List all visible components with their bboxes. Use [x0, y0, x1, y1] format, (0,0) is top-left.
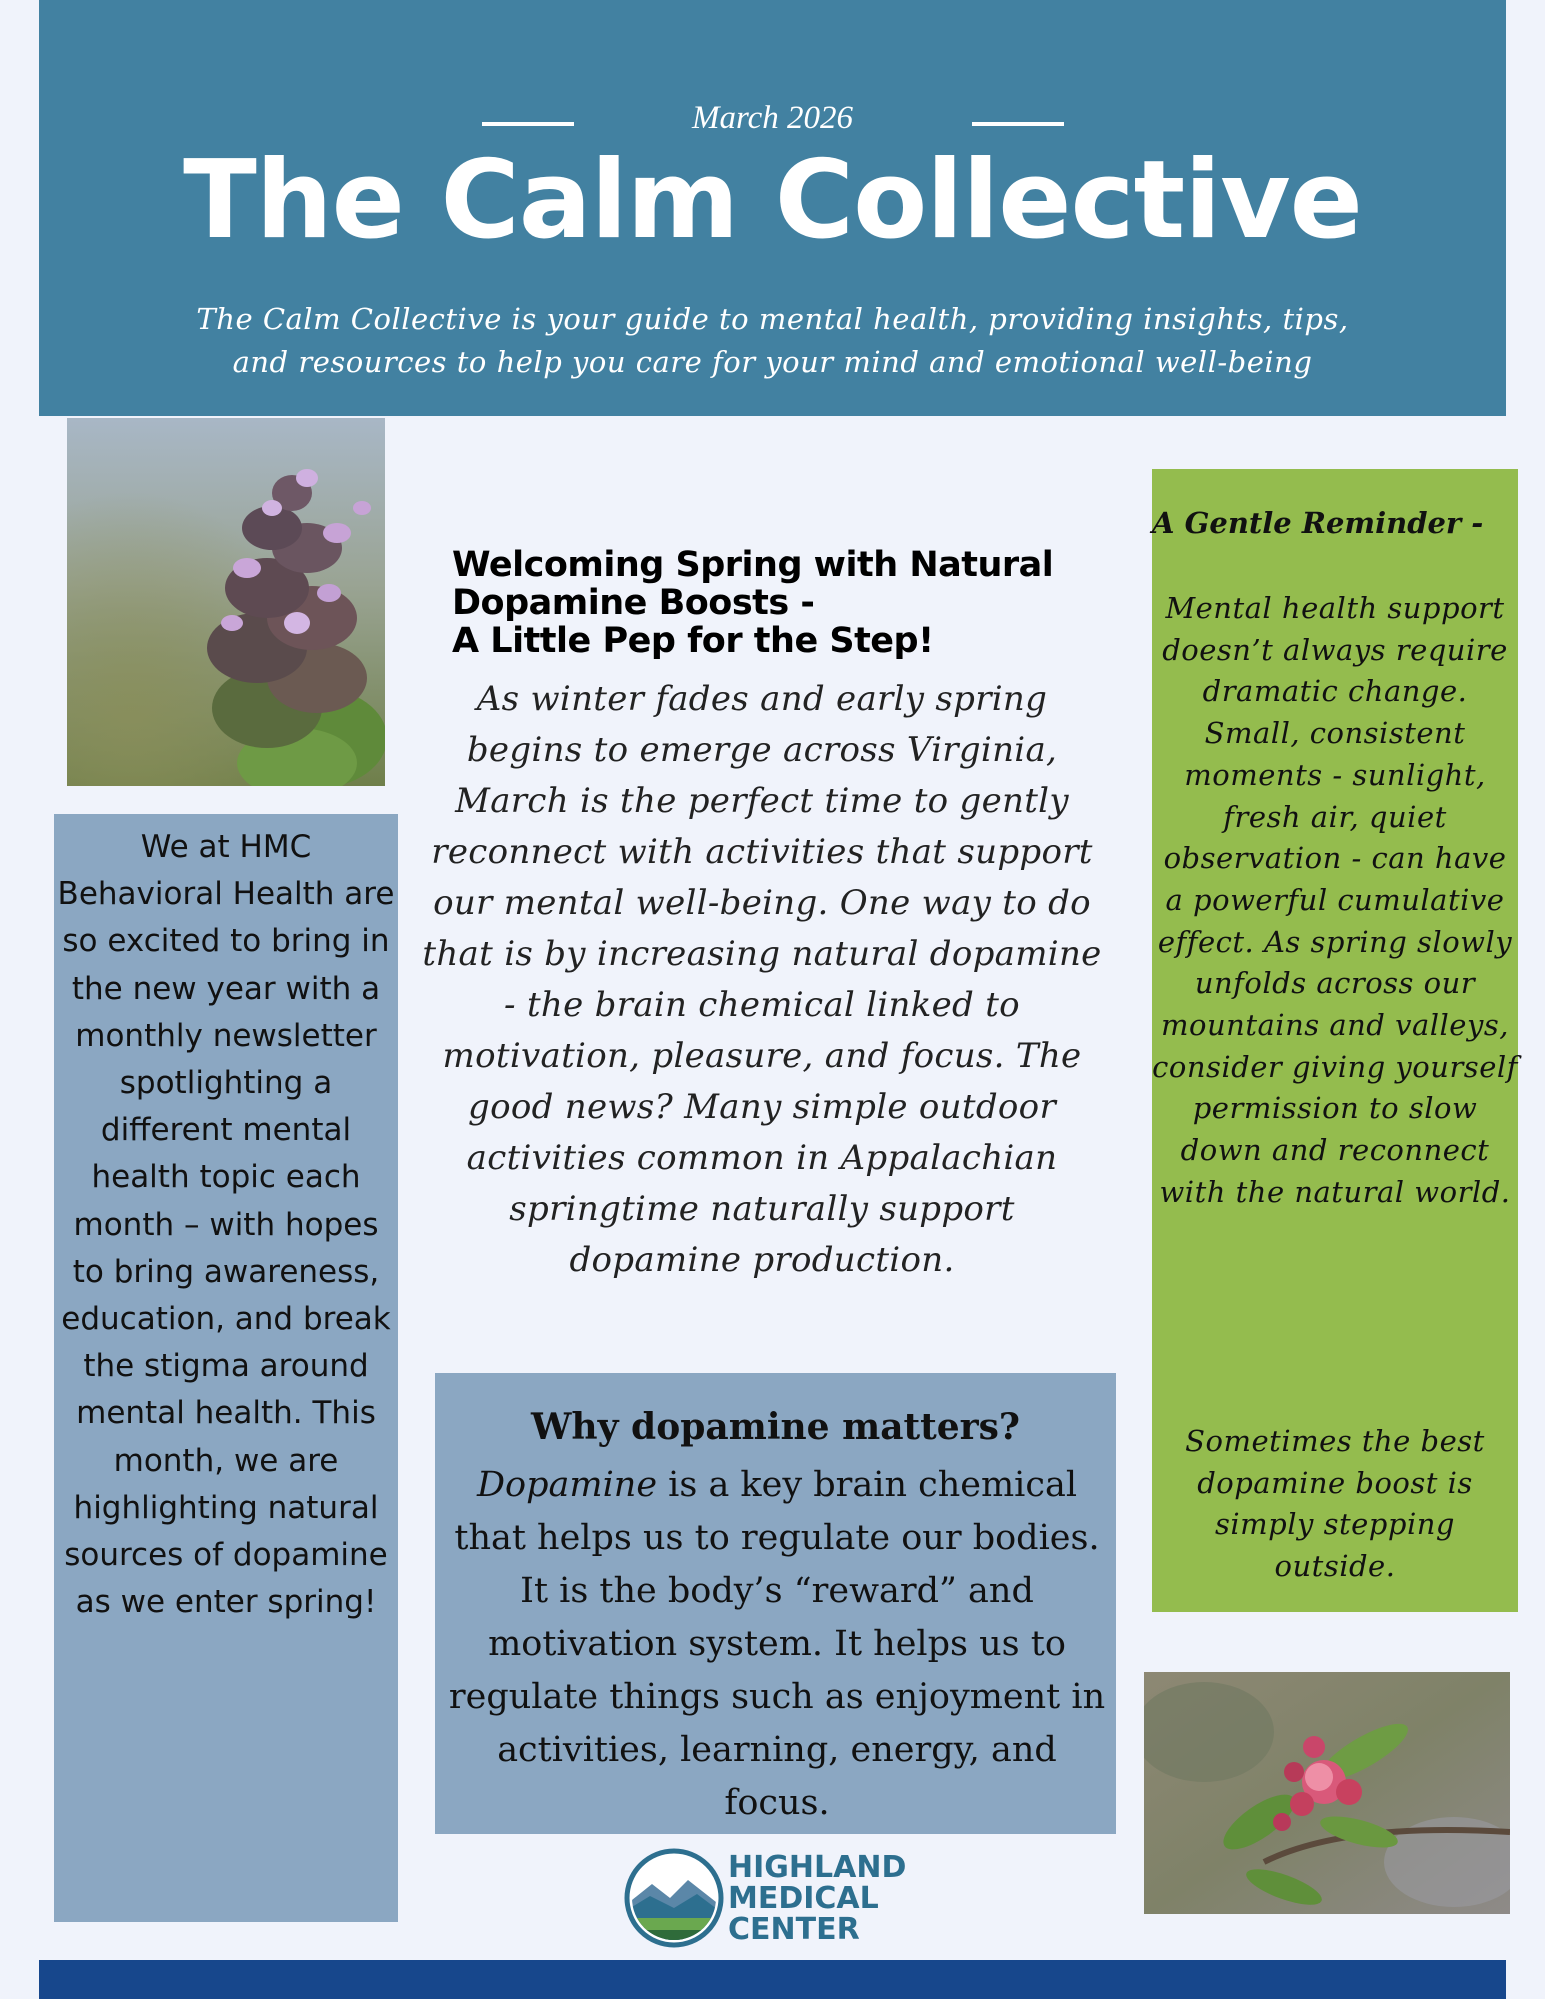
logo-wordmark	[728, 1852, 906, 1945]
why-dopamine-text: is a key brain chemical that helps us to regulate our bodies. It is the body’s “reward” and motivation system. It helps us to regulate things such as enjoyment in activities, learning, energy, and focus.	[448, 1465, 1106, 1823]
dopamine-term: Dopamine	[476, 1465, 658, 1505]
footer-bar	[39, 1960, 1506, 1999]
logo-emblem-icon	[622, 1846, 726, 1950]
article-title-line: A Little Pep for the Step!	[452, 621, 934, 661]
why-dopamine-body	[441, 1459, 1113, 1830]
intro-text: We at HMC Behavioral Health are so excited to bring in the new year with a monthly newsletter spotlighting a different mental health topic each month – with hopes to bring awareness, education, and break the stigma around mental health. This month, we are highlighting natural sources of dopamine as we enter spring!	[57, 829, 395, 1621]
subtitle-line: The Calm Collective is your guide to mental health, providing insights, tips,	[196, 302, 1349, 336]
why-dopamine-heading: Why dopamine matters?	[530, 1406, 1021, 1448]
newsletter-subtitle	[120, 298, 1425, 384]
article-title-line: Dopamine Boosts -	[452, 583, 815, 623]
gentle-reminder-body: Mental health support doesn’t always require dramatic change. Small, consistent moments - sunlight, fresh air, quiet observation - can have a powerful cumulative effect. As spring slowly unfolds across our mountains and valleys, consider giving yourself permission to slow down and reconnect with the natural world.	[1152, 591, 1518, 1209]
article-title-line: Welcoming Spring with Natural	[452, 545, 1054, 585]
gentle-reminder-closing: Sometimes the best dopamine boost is simply stepping outside.	[1185, 1424, 1485, 1584]
purple-flower-photo	[67, 418, 385, 786]
subtitle-line: and resources to help you care for your mind and emotional well-being	[232, 345, 1313, 379]
pink-blossom-photo	[1144, 1672, 1510, 1914]
gentle-reminder-heading: A Gentle Reminder -	[1152, 506, 1484, 540]
logo-line: HIGHLAND	[728, 1850, 907, 1885]
newsletter-title: The Calm Collective	[183, 138, 1362, 263]
logo-line: MEDICAL	[728, 1881, 879, 1916]
article-body: As winter fades and early spring begins to emerge across Virginia, March is the perfect time to gently reconnect with activities that support our mental well-being. One way to do that is by increasing natural dopamine - the brain chemical linked to motivation, pleasure, and focus. The good news? Many simple outdoor activities common in Appalachian springtime naturally support dopamine production.	[422, 679, 1102, 1280]
article-title	[452, 546, 1132, 660]
issue-date: March 2026	[691, 100, 853, 136]
logo-line: CENTER	[728, 1912, 860, 1947]
